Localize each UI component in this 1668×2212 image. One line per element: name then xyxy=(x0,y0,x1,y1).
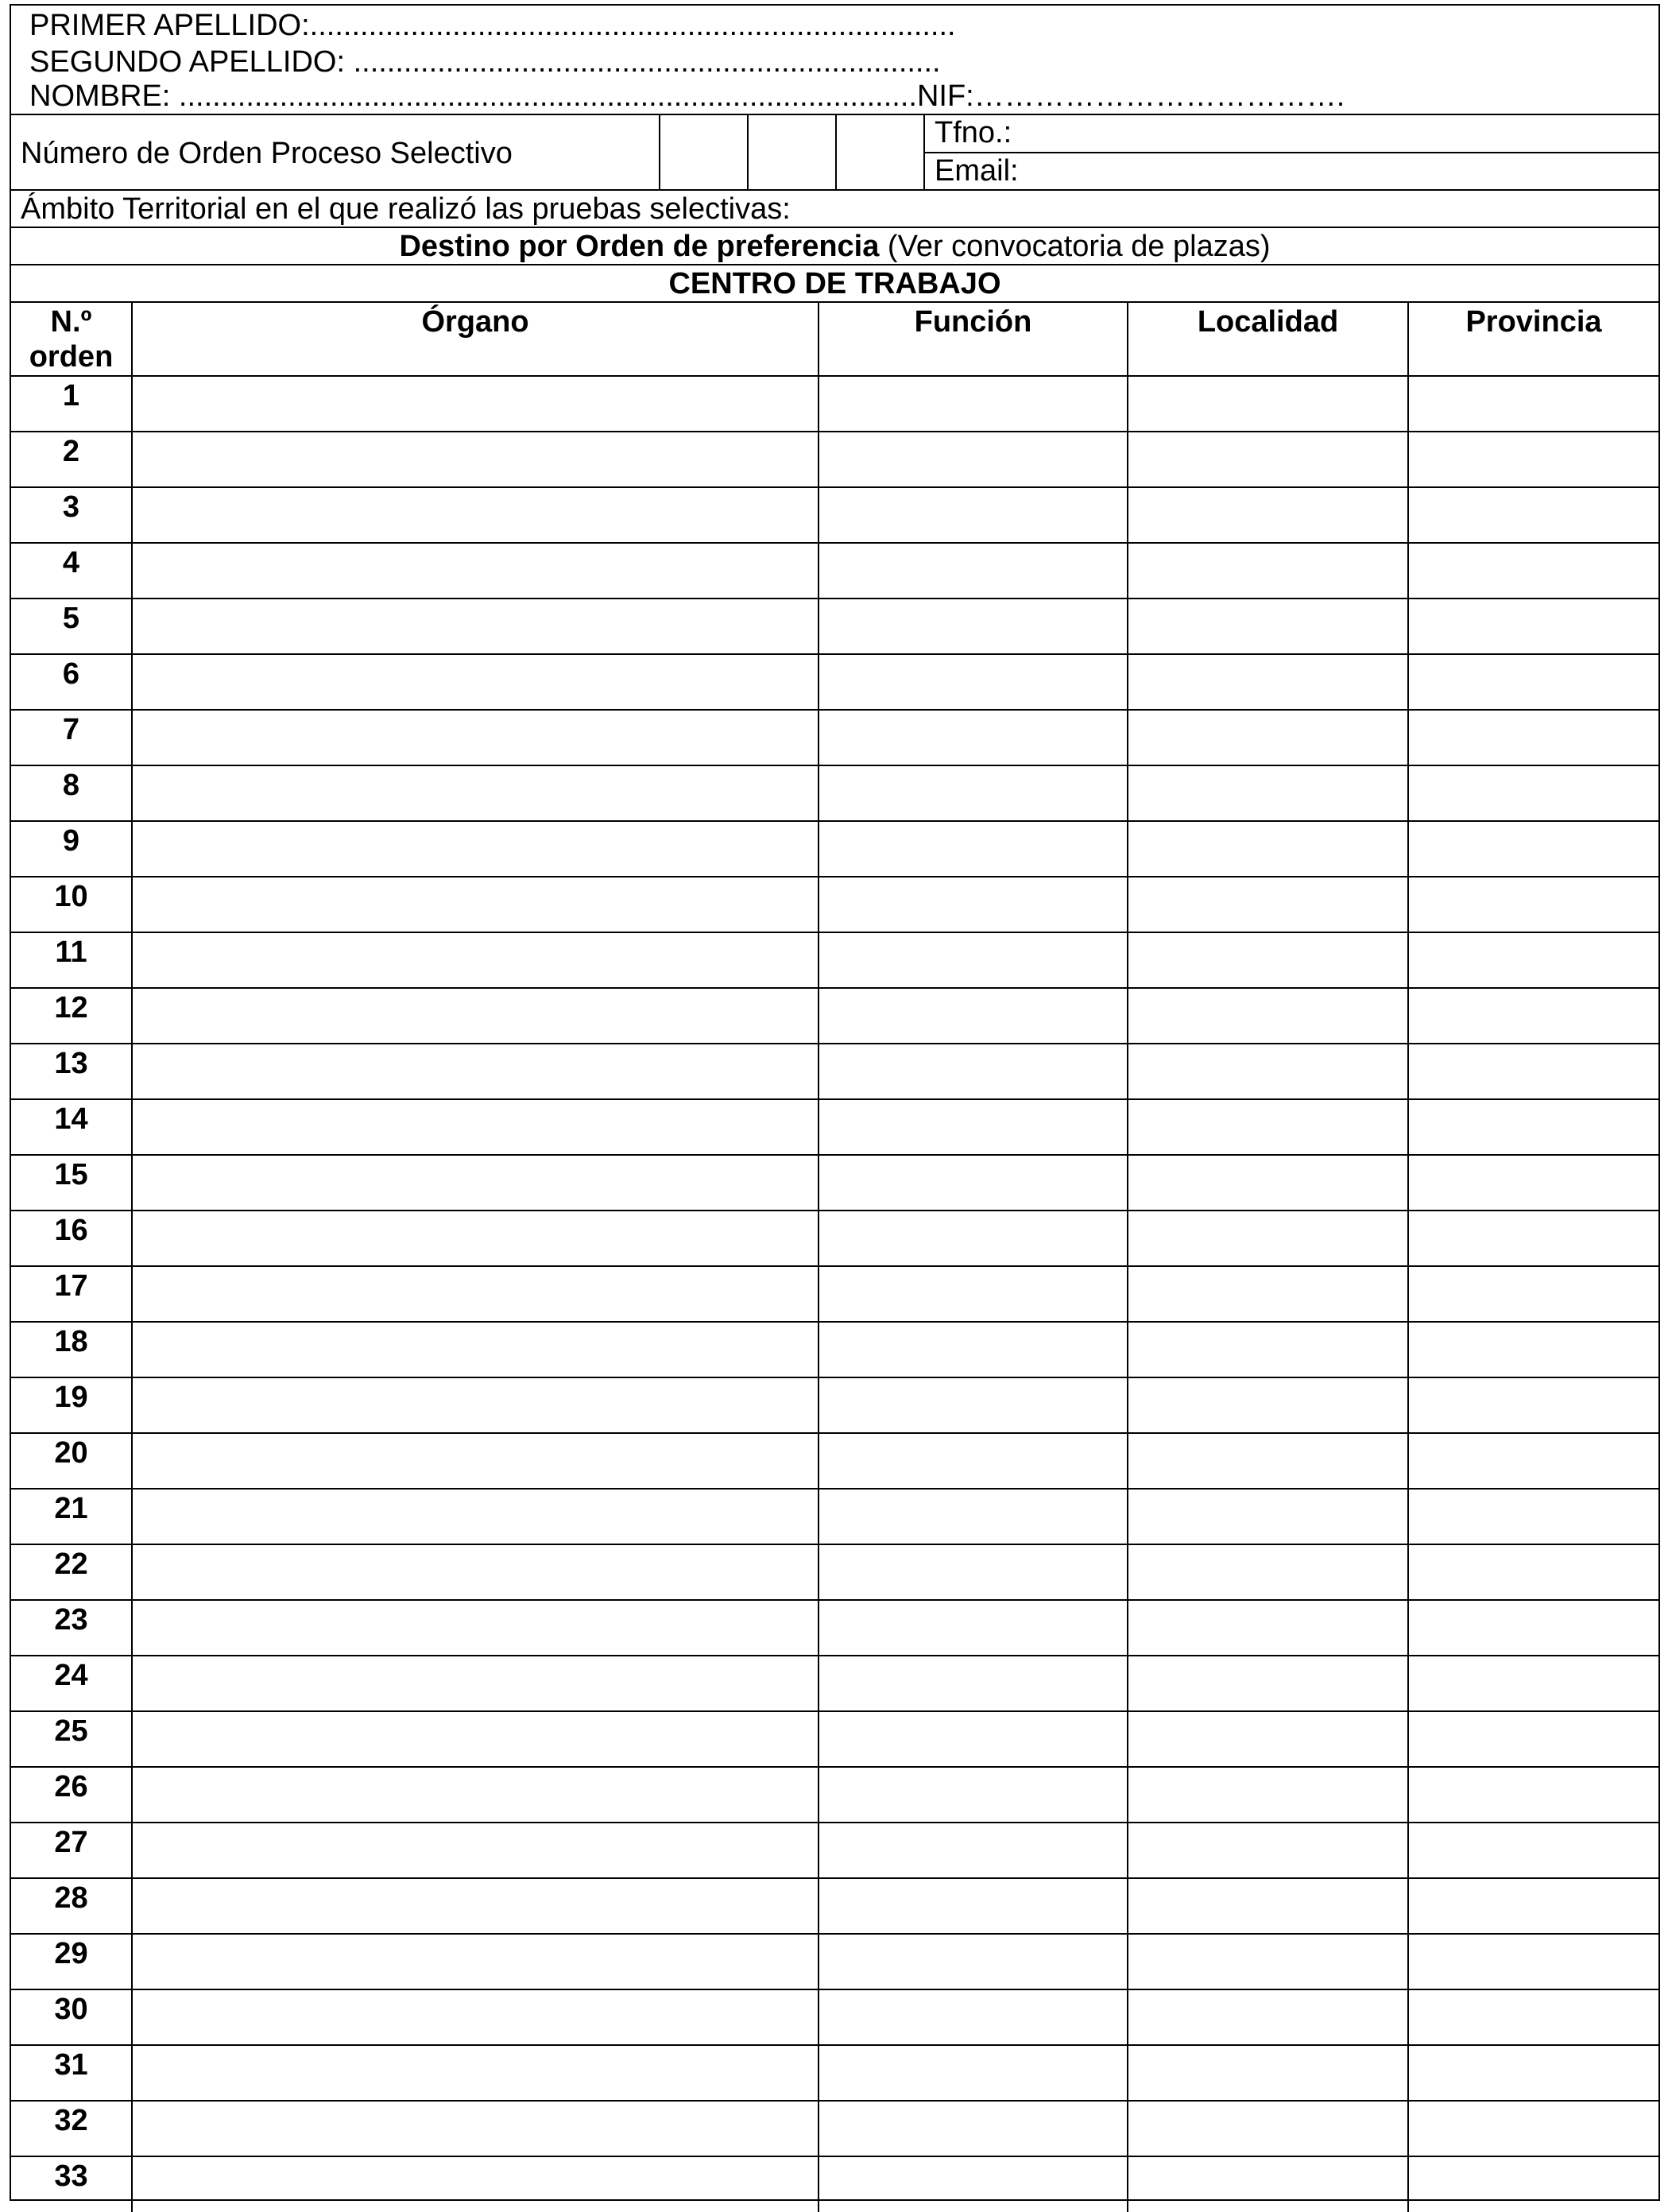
row-number: 29 xyxy=(11,1934,132,1989)
row-number: 13 xyxy=(11,1044,132,1099)
order-number-box-2[interactable] xyxy=(749,115,837,189)
row-number: 31 xyxy=(11,2045,132,2101)
row-number: 5 xyxy=(11,599,132,654)
localidad-cell[interactable] xyxy=(1128,1155,1408,1211)
funcion-cell[interactable] xyxy=(819,2101,1128,2156)
row-number: 32 xyxy=(11,2101,132,2156)
row-number: 10 xyxy=(11,877,132,932)
localidad-cell[interactable] xyxy=(1128,821,1408,877)
organo-cell[interactable] xyxy=(132,2101,819,2156)
segundo-apellido-field[interactable]: SEGUNDO APELLIDO: ...................................................................... xyxy=(29,45,941,79)
provincia-cell[interactable] xyxy=(1408,487,1658,543)
provincia-cell[interactable] xyxy=(1408,1044,1658,1099)
row-number: 17 xyxy=(11,1266,132,1322)
organo-cell[interactable] xyxy=(132,2156,819,2212)
funcion-cell[interactable] xyxy=(819,765,1128,821)
provincia-cell[interactable] xyxy=(1408,1767,1658,1823)
funcion-cell[interactable] xyxy=(819,1711,1128,1767)
localidad-cell[interactable] xyxy=(1128,1600,1408,1656)
organo-cell[interactable] xyxy=(132,821,819,877)
table-row xyxy=(11,765,1658,821)
table-row xyxy=(11,1656,1658,1711)
localidad-cell[interactable] xyxy=(1128,1489,1408,1544)
destino-bold-text: Destino por Orden de preferencia xyxy=(399,230,880,263)
table-row xyxy=(11,1489,1658,1544)
organo-cell[interactable] xyxy=(132,1155,819,1211)
table-row xyxy=(11,1767,1658,1823)
organo-cell[interactable] xyxy=(132,1266,819,1322)
table-row xyxy=(11,654,1658,710)
localidad-cell[interactable] xyxy=(1128,1989,1408,2045)
table-row xyxy=(11,1099,1658,1155)
row-number: 21 xyxy=(11,1489,132,1544)
row-number: 7 xyxy=(11,710,132,765)
localidad-cell[interactable] xyxy=(1128,2101,1408,2156)
table-row xyxy=(11,1600,1658,1656)
row-number: 9 xyxy=(11,821,132,877)
funcion-cell[interactable] xyxy=(819,877,1128,932)
organo-cell[interactable] xyxy=(132,1656,819,1711)
organo-cell[interactable] xyxy=(132,1934,819,1989)
provincia-cell[interactable] xyxy=(1408,1099,1658,1155)
funcion-cell[interactable] xyxy=(819,2156,1128,2212)
destino-note-text: (Ver convocatoria de plazas) xyxy=(879,230,1271,263)
localidad-cell[interactable] xyxy=(1128,1377,1408,1433)
row-number: 8 xyxy=(11,765,132,821)
provincia-cell[interactable] xyxy=(1408,710,1658,765)
table-row xyxy=(11,1155,1658,1211)
row-number: 25 xyxy=(11,1711,132,1767)
organo-cell[interactable] xyxy=(132,765,819,821)
organo-cell[interactable] xyxy=(132,599,819,654)
order-number-row xyxy=(11,115,1658,191)
localidad-cell[interactable] xyxy=(1128,1211,1408,1266)
organo-cell[interactable] xyxy=(132,710,819,765)
row-number: 4 xyxy=(11,543,132,599)
organo-cell[interactable] xyxy=(132,376,819,432)
funcion-cell[interactable] xyxy=(819,1600,1128,1656)
table-row xyxy=(11,1433,1658,1489)
row-number: 30 xyxy=(11,1989,132,2045)
localidad-cell[interactable] xyxy=(1128,1433,1408,1489)
row-number: 23 xyxy=(11,1600,132,1656)
table-row xyxy=(11,1322,1658,1377)
organo-cell[interactable] xyxy=(132,1878,819,1934)
funcion-cell[interactable] xyxy=(819,599,1128,654)
localidad-cell[interactable] xyxy=(1128,1544,1408,1600)
organo-cell[interactable] xyxy=(132,1099,819,1155)
provincia-cell[interactable] xyxy=(1408,376,1658,432)
table-body xyxy=(11,376,1658,2212)
table-row xyxy=(11,877,1658,932)
provincia-cell[interactable] xyxy=(1408,1989,1658,2045)
table-row xyxy=(11,2156,1658,2212)
row-number: 15 xyxy=(11,1155,132,1211)
funcion-cell[interactable] xyxy=(819,1266,1128,1322)
funcion-cell[interactable] xyxy=(819,432,1128,487)
provincia-cell[interactable] xyxy=(1408,765,1658,821)
provincia-cell[interactable] xyxy=(1408,1544,1658,1600)
organo-cell[interactable] xyxy=(132,1211,819,1266)
organo-cell[interactable] xyxy=(132,1322,819,1377)
localidad-cell[interactable] xyxy=(1128,543,1408,599)
funcion-cell[interactable] xyxy=(819,543,1128,599)
provincia-cell[interactable] xyxy=(1408,1433,1658,1489)
table-row xyxy=(11,1266,1658,1322)
provincia-cell[interactable] xyxy=(1408,543,1658,599)
organo-cell[interactable] xyxy=(132,2045,819,2101)
organo-cell[interactable] xyxy=(132,1044,819,1099)
row-number: 28 xyxy=(11,1878,132,1934)
phone-field[interactable]: Tfno.: xyxy=(925,115,1658,153)
provincia-cell[interactable] xyxy=(1408,1155,1658,1211)
row-number: 22 xyxy=(11,1544,132,1600)
table-row xyxy=(11,932,1658,988)
localidad-cell[interactable] xyxy=(1128,877,1408,932)
application-form xyxy=(10,4,1660,2201)
table-row xyxy=(11,543,1658,599)
table-row xyxy=(11,1823,1658,1878)
table-row xyxy=(11,710,1658,765)
localidad-cell[interactable] xyxy=(1128,2045,1408,2101)
localidad-cell[interactable] xyxy=(1128,1099,1408,1155)
row-number: 6 xyxy=(11,654,132,710)
table-row xyxy=(11,988,1658,1044)
funcion-cell[interactable] xyxy=(819,654,1128,710)
localidad-cell[interactable] xyxy=(1128,654,1408,710)
header-localidad: Localidad xyxy=(1128,303,1408,376)
funcion-cell[interactable] xyxy=(819,2045,1128,2101)
provincia-cell[interactable] xyxy=(1408,988,1658,1044)
provincia-cell[interactable] xyxy=(1408,1377,1658,1433)
funcion-cell[interactable] xyxy=(819,821,1128,877)
localidad-cell[interactable] xyxy=(1128,1044,1408,1099)
funcion-cell[interactable] xyxy=(819,1377,1128,1433)
table-row xyxy=(11,1878,1658,1934)
organo-cell[interactable] xyxy=(132,1544,819,1600)
funcion-cell[interactable] xyxy=(819,988,1128,1044)
table-row xyxy=(11,1711,1658,1767)
provincia-cell[interactable] xyxy=(1408,2045,1658,2101)
email-field[interactable]: Email: xyxy=(935,153,1019,188)
table-row xyxy=(11,1377,1658,1433)
funcion-cell[interactable] xyxy=(819,932,1128,988)
contact-cell xyxy=(925,115,1658,189)
provincia-cell[interactable] xyxy=(1408,599,1658,654)
table-row xyxy=(11,1211,1658,1266)
localidad-cell[interactable] xyxy=(1128,1823,1408,1878)
funcion-cell[interactable] xyxy=(819,376,1128,432)
organo-cell[interactable] xyxy=(132,432,819,487)
organo-cell[interactable] xyxy=(132,1433,819,1489)
row-number: 20 xyxy=(11,1433,132,1489)
funcion-cell[interactable] xyxy=(819,1823,1128,1878)
funcion-cell[interactable] xyxy=(819,1155,1128,1211)
localidad-cell[interactable] xyxy=(1128,1656,1408,1711)
localidad-cell[interactable] xyxy=(1128,765,1408,821)
localidad-cell[interactable] xyxy=(1128,1266,1408,1322)
localidad-cell[interactable] xyxy=(1128,932,1408,988)
table-header-row xyxy=(11,303,1658,376)
row-number: 26 xyxy=(11,1767,132,1823)
localidad-cell[interactable] xyxy=(1128,432,1408,487)
localidad-cell[interactable] xyxy=(1128,1711,1408,1767)
organo-cell[interactable] xyxy=(132,1823,819,1878)
funcion-cell[interactable] xyxy=(819,1489,1128,1544)
funcion-cell[interactable] xyxy=(819,1433,1128,1489)
funcion-cell[interactable] xyxy=(819,1099,1128,1155)
table-row xyxy=(11,1544,1658,1600)
row-number: 2 xyxy=(11,432,132,487)
localidad-cell[interactable] xyxy=(1128,1934,1408,1989)
table-row xyxy=(11,432,1658,487)
row-number: 27 xyxy=(11,1823,132,1878)
provincia-cell[interactable] xyxy=(1408,1211,1658,1266)
organo-cell[interactable] xyxy=(132,1767,819,1823)
table-row xyxy=(11,1934,1658,1989)
localidad-cell[interactable] xyxy=(1128,988,1408,1044)
table-row xyxy=(11,376,1658,432)
provincia-cell[interactable] xyxy=(1408,1934,1658,1989)
provincia-cell[interactable] xyxy=(1408,1489,1658,1544)
row-number: 24 xyxy=(11,1656,132,1711)
organo-cell[interactable] xyxy=(132,1600,819,1656)
row-number: 3 xyxy=(11,487,132,543)
organo-cell[interactable] xyxy=(132,654,819,710)
funcion-cell[interactable] xyxy=(819,1934,1128,1989)
row-number: 18 xyxy=(11,1322,132,1377)
organo-cell[interactable] xyxy=(132,543,819,599)
centro-trabajo-heading: CENTRO DE TRABAJO xyxy=(11,265,1658,303)
funcion-cell[interactable] xyxy=(819,710,1128,765)
row-number: 1 xyxy=(11,376,132,432)
ambito-territorial-field[interactable]: Ámbito Territorial en el que realizó las pruebas selectivas: xyxy=(11,191,1658,228)
organo-cell[interactable] xyxy=(132,487,819,543)
provincia-cell[interactable] xyxy=(1408,1656,1658,1711)
table-row xyxy=(11,1044,1658,1099)
localidad-cell[interactable] xyxy=(1128,599,1408,654)
organo-cell[interactable] xyxy=(132,1489,819,1544)
table-row xyxy=(11,1989,1658,2045)
organo-cell[interactable] xyxy=(132,988,819,1044)
destino-heading xyxy=(11,228,1658,265)
table-row xyxy=(11,2101,1658,2156)
funcion-cell[interactable] xyxy=(819,1044,1128,1099)
table-row xyxy=(11,599,1658,654)
primer-apellido-field[interactable]: PRIMER APELLIDO:............................................................................. xyxy=(29,9,956,42)
funcion-cell[interactable] xyxy=(819,1322,1128,1377)
localidad-cell[interactable] xyxy=(1128,2156,1408,2212)
funcion-cell[interactable] xyxy=(819,1544,1128,1600)
provincia-cell[interactable] xyxy=(1408,877,1658,932)
provincia-cell[interactable] xyxy=(1408,1823,1658,1878)
organo-cell[interactable] xyxy=(132,1377,819,1433)
header-funcion: Función xyxy=(819,303,1128,376)
header-organo: Órgano xyxy=(132,303,819,376)
header-num-line1: N.º xyxy=(50,305,92,339)
header-num-line2: orden xyxy=(29,340,114,374)
provincia-cell[interactable] xyxy=(1408,2101,1658,2156)
funcion-cell[interactable] xyxy=(819,1767,1128,1823)
provincia-cell[interactable] xyxy=(1408,1600,1658,1656)
row-number: 12 xyxy=(11,988,132,1044)
localidad-cell[interactable] xyxy=(1128,710,1408,765)
header-num-orden xyxy=(11,303,132,376)
provincia-cell[interactable] xyxy=(1408,432,1658,487)
order-number-box-1[interactable] xyxy=(660,115,749,189)
funcion-cell[interactable] xyxy=(819,1211,1128,1266)
provincia-cell[interactable] xyxy=(1408,654,1658,710)
organo-cell[interactable] xyxy=(132,1711,819,1767)
organo-cell[interactable] xyxy=(132,1989,819,2045)
localidad-cell[interactable] xyxy=(1128,376,1408,432)
funcion-cell[interactable] xyxy=(819,1656,1128,1711)
row-number: 14 xyxy=(11,1099,132,1155)
header-provincia: Provincia xyxy=(1408,303,1658,376)
funcion-cell[interactable] xyxy=(819,1878,1128,1934)
provincia-cell[interactable] xyxy=(1408,1266,1658,1322)
localidad-cell[interactable] xyxy=(1128,1878,1408,1934)
funcion-cell[interactable] xyxy=(819,487,1128,543)
localidad-cell[interactable] xyxy=(1128,1322,1408,1377)
order-number-box-3[interactable] xyxy=(837,115,925,189)
provincia-cell[interactable] xyxy=(1408,1322,1658,1377)
nombre-nif-field[interactable]: NOMBRE: ........................................................................................NIF:………………………………. xyxy=(29,79,1345,113)
localidad-cell[interactable] xyxy=(1128,1767,1408,1823)
table-row xyxy=(11,487,1658,543)
table-row xyxy=(11,821,1658,877)
localidad-cell[interactable] xyxy=(1128,487,1408,543)
preference-table xyxy=(11,303,1658,2212)
provincia-cell[interactable] xyxy=(1408,821,1658,877)
provincia-cell[interactable] xyxy=(1408,1711,1658,1767)
row-number: 11 xyxy=(11,932,132,988)
row-number: 19 xyxy=(11,1377,132,1433)
table-row xyxy=(11,2045,1658,2101)
personal-data-block xyxy=(11,6,1658,115)
organo-cell[interactable] xyxy=(132,877,819,932)
provincia-cell[interactable] xyxy=(1408,2156,1658,2212)
provincia-cell[interactable] xyxy=(1408,1878,1658,1934)
provincia-cell[interactable] xyxy=(1408,932,1658,988)
funcion-cell[interactable] xyxy=(819,1989,1128,2045)
row-number: 33 xyxy=(11,2156,132,2212)
row-number: 16 xyxy=(11,1211,132,1266)
organo-cell[interactable] xyxy=(132,932,819,988)
order-number-label: Número de Orden Proceso Selectivo xyxy=(11,115,660,189)
